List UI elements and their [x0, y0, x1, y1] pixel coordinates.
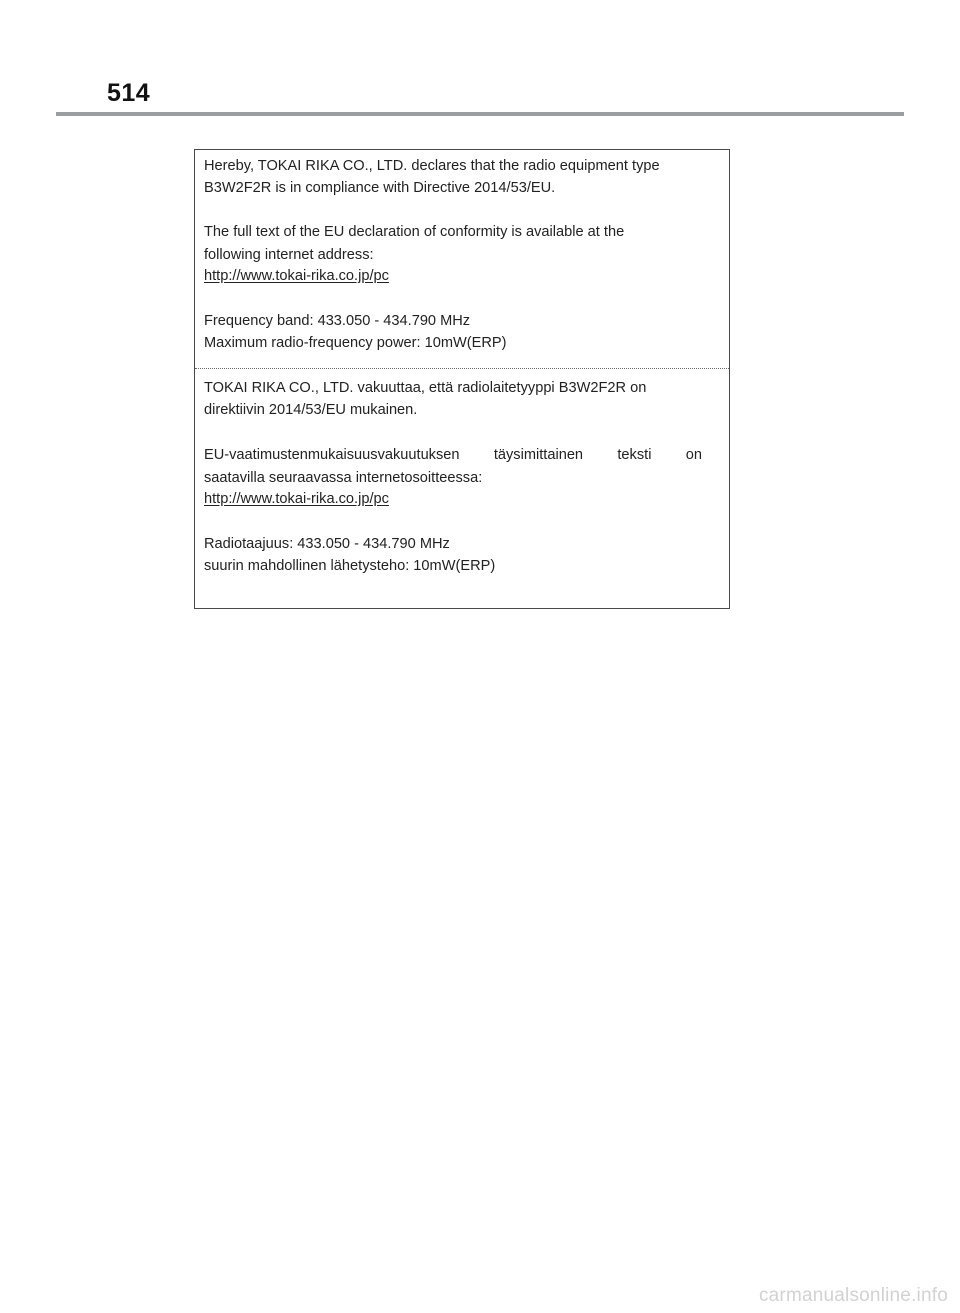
- fi-max-power: suurin mahdollinen lähetysteho: 10mW(ERP): [204, 558, 496, 574]
- fi-full-text-word-1: EU-vaatimustenmukaisuusvakuutuksen: [204, 447, 460, 463]
- en-max-power: Maximum radio-frequency power: 10mW(ERP): [204, 335, 507, 351]
- en-url-line: [204, 266, 702, 286]
- fi-full-text-word-2: täysimittainen: [493, 447, 584, 463]
- en-full-text-line-1: The full text of the EU declaration of conformity is available at the: [204, 224, 625, 240]
- english-declaration-section: [195, 150, 729, 368]
- fi-declaration-link[interactable]: http://www.tokai-rika.co.jp/pc: [204, 491, 389, 507]
- finnish-declaration-section: [195, 370, 729, 608]
- fi-frequency-band: Radiotaajuus: 433.050 - 434.790 MHz: [204, 536, 450, 552]
- fi-url-line: [204, 489, 702, 509]
- fi-full-text-line-2: saatavilla seuraavassa internetosoitteessa:: [204, 470, 483, 486]
- en-frequency-band: Frequency band: 433.050 - 434.790 MHz: [204, 313, 471, 329]
- en-declaration-line-1: Hereby, TOKAI RIKA CO., LTD. declares that the radio equipment type: [204, 158, 660, 174]
- fi-declaration-line-1: TOKAI RIKA CO., LTD. vakuuttaa, että radiolaitetyyppi B3W2F2R on: [204, 380, 647, 396]
- fi-full-text-line-1: [204, 445, 702, 465]
- fi-full-text-word-4: on: [685, 447, 702, 463]
- en-declaration-link[interactable]: http://www.tokai-rika.co.jp/pc: [204, 268, 389, 284]
- section-divider: [195, 368, 729, 369]
- en-declaration-line-2: B3W2F2R is in compliance with Directive 2014/53/EU.: [204, 180, 556, 196]
- header-rule: [56, 112, 904, 116]
- fi-declaration-line-2: direktiivin 2014/53/EU mukainen.: [204, 402, 418, 418]
- watermark: carmanualsonline.info: [758, 1285, 948, 1306]
- radio-compliance-notice: [194, 149, 730, 609]
- en-full-text-line-2: following internet address:: [204, 247, 374, 263]
- page-number: 514: [107, 79, 151, 107]
- fi-full-text-word-3: teksti: [617, 447, 652, 463]
